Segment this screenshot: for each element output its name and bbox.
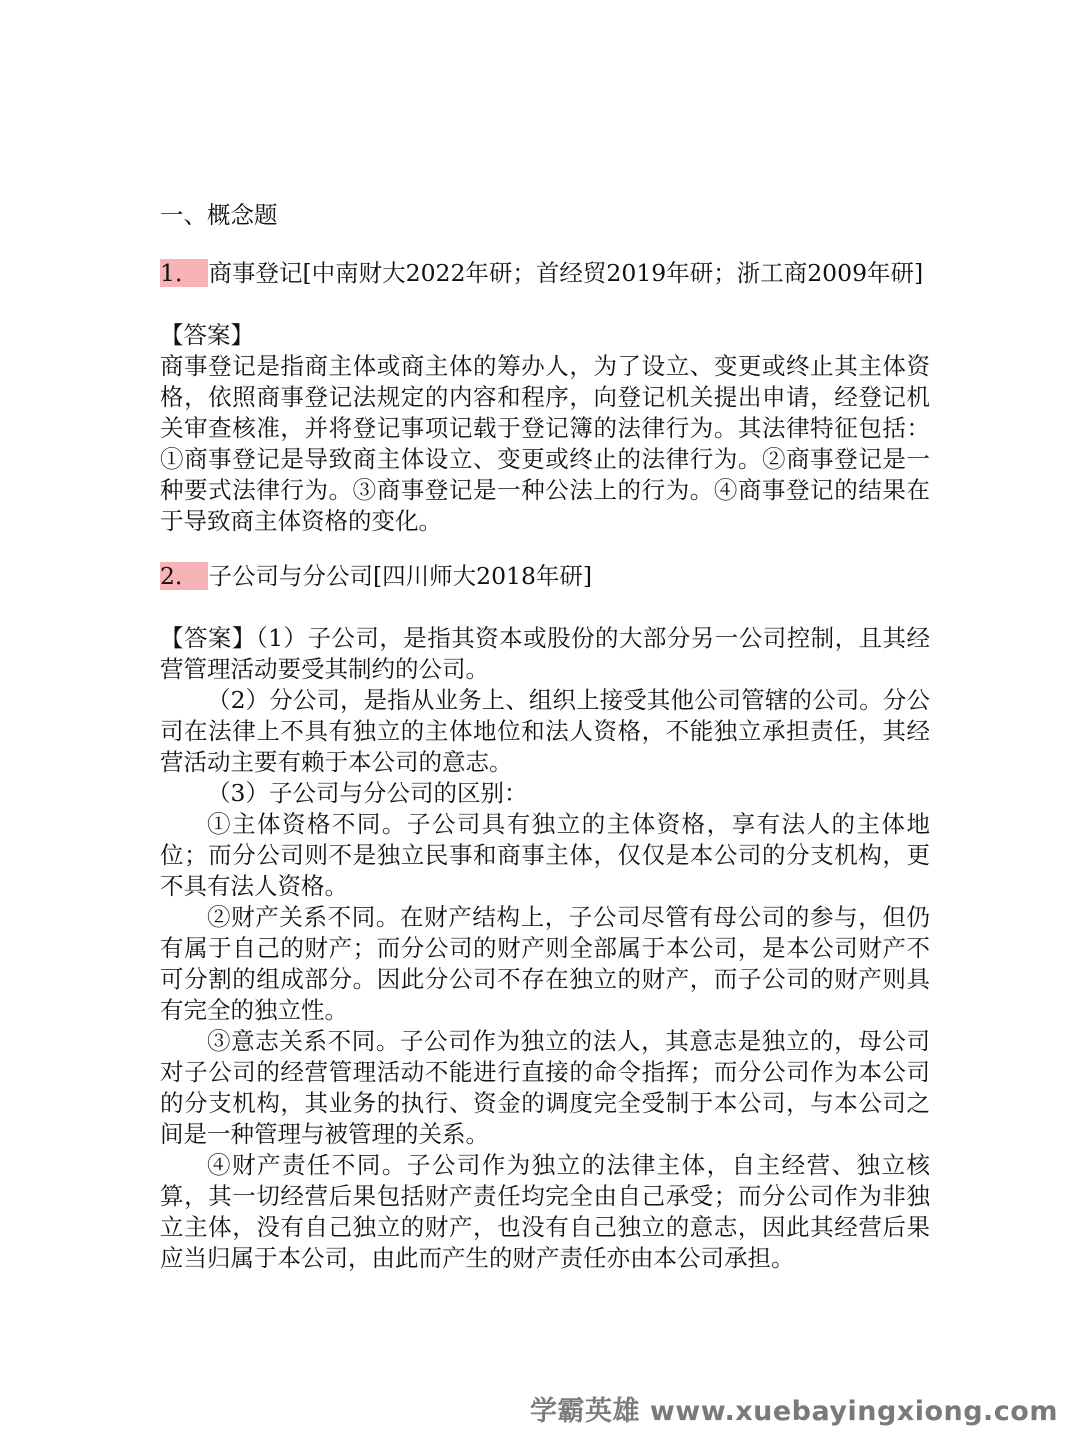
- watermark: 学霸英雄 www.xuebayingxiong.com: [529, 1396, 1058, 1427]
- question-2-paragraph-5: ③意志关系不同。子公司作为独立的法人，其意志是独立的，母公司对子公司的经营管理活动不能进行直接的命令指挥；而分公司作为本公司的分支机构，其业务的执行、资金的调度完全受制于本公司，与本公司之间是一种管理与被管理的关系。: [160, 1027, 930, 1148]
- question-1-title: [160, 258, 930, 294]
- question-2-number: 2．: [160, 562, 208, 590]
- question-2-title-text: 子公司与分公司[四川师大2018年研]: [208, 562, 593, 590]
- question-1-number: 1．: [160, 259, 208, 287]
- question-1-answer-label: 【答案】: [160, 321, 254, 349]
- question-2-title: [160, 561, 930, 597]
- question-2-paragraph-3: ①主体资格不同。子公司具有独立的主体资格，享有法人的主体地位；而分公司则不是独立民事和商事主体，仅仅是本公司的分支机构，更不具有法人资格。: [160, 810, 930, 900]
- question-1-answer: [160, 320, 930, 537]
- question-2-answer-first-paragraph: [160, 623, 930, 685]
- section-heading: 一、概念题: [160, 201, 278, 229]
- question-2-paragraph-1: （2）分公司，是指从业务上、组织上接受其他公司管辖的公司。分公司在法律上不具有独立的主体地位和法人资格，不能独立承担责任，其经营活动主要有赖于本公司的意志。: [160, 686, 930, 776]
- question-2-answer-label: 【答案】: [160, 624, 256, 652]
- question-2-answer-first-text: （1）子公司，是指其资本或股份的大部分另一公司控制，且其经营管理活动要受其制约的公司。: [160, 624, 931, 683]
- question-2-paragraph-6: ④财产责任不同。子公司作为独立的法律主体，自主经营、独立核算，其一切经营后果包括财产责任均完全由自己承受；而分公司作为非独立主体，没有自己独立的财产，也没有自己独立的意志，因此其经营后果应当归属于本公司，由此而产生的财产责任亦由本公司承担。: [160, 1151, 930, 1272]
- question-1-title-text: 商事登记[中南财大2022年研；首经贸2019年研；浙工商2009年研]: [208, 259, 924, 287]
- question-2-paragraph-4: ②财产关系不同。在财产结构上，子公司尽管有母公司的参与，但仍有属于自己的财产；而分公司的财产则全部属于本公司，是本公司财产不可分割的组成部分。因此分公司不存在独立的财产，而子公司的财产则具有完全的独立性。: [160, 903, 930, 1024]
- question-2-paragraph-2: （3）子公司与分公司的区别：: [207, 779, 528, 807]
- question-2-answer: [160, 623, 930, 1274]
- question-1-answer-paragraph: 商事登记是指商主体或商主体的筹办人，为了设立、变更或终止其主体资格，依照商事登记法规定的内容和程序，向登记机关提出申请，经登记机关审查核准，并将登记事项记载于登记簿的法律行为。其法律特征包括：①商事登记是导致商主体设立、变更或终止的法律行为。②商事登记是一种要式法律行为。③商事登记是一种公法上的行为。④商事登记的结果在于导致商主体资格的变化。: [160, 352, 930, 535]
- document-page: [160, 200, 930, 1274]
